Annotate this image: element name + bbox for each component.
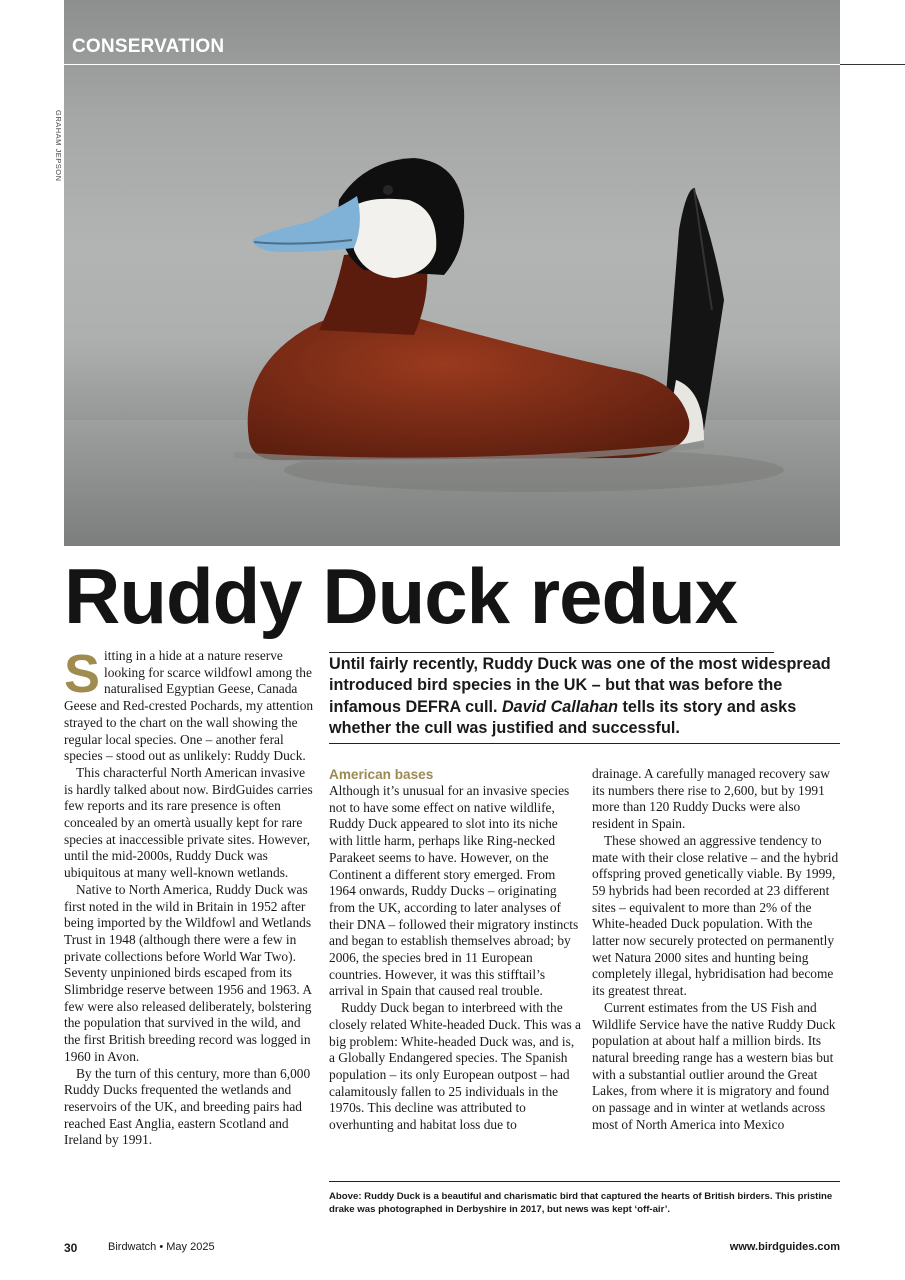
photo-caption: Above: Ruddy Duck is a beautiful and charismatic bird that captured the hearts of British birders. This pristine drake was photographed in Derbyshire in 2017, but news was kept ‘off-air’.: [329, 1191, 833, 1216]
body-paragraph: These showed an aggressive tendency to mate with their close relative – and the hybrid offspring proved genetically viable. By 1999, 59 hybrids had been recorded at 23 different sites – equivalent to more than 2% of the White-headed Duck population. With the latter now securely protected on permanently wet Natura 2000 sites and hunting being completely illegal, hybridisation had become its greatest threat.: [592, 832, 839, 999]
section-rule-extension: [840, 64, 905, 65]
section-label: CONSERVATION: [72, 36, 225, 57]
headline: Ruddy Duck redux: [64, 552, 738, 640]
publication-info: Birdwatch • May 2025: [108, 1241, 215, 1253]
body-paragraph: Ruddy Duck began to interbreed with the closely related White-headed Duck. This was a big problem: White-headed Duck was, and is, a Globally Endangered species. The Spanish population – its only European outpost – had calamitously fallen to 25 individuals in the 1970s. This decline was attributed to overhunting and habitat loss due to: [329, 1000, 581, 1133]
standfirst-rule-top: [329, 652, 774, 653]
website-link[interactable]: www.birdguides.com: [729, 1241, 840, 1253]
caption-rule: [329, 1181, 840, 1182]
standfirst: [329, 654, 844, 740]
body-paragraph: Although it’s unusual for an invasive species not to have some effect on native wildlife, Ruddy Duck appeared to slot into its niche with little harm, perhaps like Ring-necked Parakeet seems to have. However, on the Continent a different story emerged. From 1964 onwards, Ruddy Ducks – originating from the UK, according to later analyses of their DNA – followed their migratory instincts and began to establish themselves abroad; by 2006, the species bred in 11 European countries. However, it was this stifftail’s arrival in Spain that caused real trouble.: [329, 783, 579, 999]
hero-photo: [64, 0, 840, 546]
section-rule: [64, 64, 905, 65]
standfirst-rule-bottom: [329, 743, 840, 744]
photo-credit: GRAHAM JEPSON: [54, 110, 63, 182]
body-paragraph: This characterful North American invasive is hardly talked about now. BirdGuides carries few reports and its rare presence is often concealed by an omertà usually kept for rare species at inaccessible private sites. However, until the mid-2000s, Ruddy Duck was ubiquitous at many well-known wetlands.: [64, 764, 313, 881]
page-number: 30: [64, 1241, 78, 1255]
body-paragraph: Current estimates from the US Fish and Wildlife Service have the native Ruddy Duck population at about half a million birds. Its natural breeding range has a western bias but with a substantial outlier around the Great Lakes, from where it is migratory and found on passage and in winter at wetlands across most of North America into Mexico: [592, 999, 836, 1132]
body-paragraph: Sitting in a hide at a nature reserve looking for scarce wildfowl among the naturalised Egyptian Geese, Canada Geese and Red-crested Pochards, my attention strayed to the chart on the wall showing the regular local species. One – another feral species – stood out as unlikely: Ruddy Duck.: [64, 644, 314, 764]
body-paragraph: drainage. A carefully managed recovery saw its numbers there rise to 2,600, but by 1991 more than 120 Ruddy Ducks were also resident in Spain.: [592, 766, 830, 832]
drop-cap: S: [64, 644, 101, 704]
body-column-3: [592, 766, 842, 1133]
standfirst-tail: tells its story and asks whether the cull was justified and successful.: [329, 697, 797, 738]
subheading: American bases: [329, 767, 434, 782]
body-column-2: [329, 766, 581, 1134]
body-column-1: [64, 644, 316, 1149]
ruddy-duck-illustration: [64, 0, 840, 546]
body-paragraph: Native to North America, Ruddy Duck was first noted in the wild in Britain in 1952 after being imported by the Wildfowl and Wetlands Trust in 1948 (although there were a few in private collections before World War Two). Seventy unpinioned birds escaped from its Slimbridge reserve between 1956 and 1963. A few were also released deliberately, bolstering the population that survived in the wild, and the first British breeding record was logged in 1960 in Avon.: [64, 881, 312, 1064]
standfirst-text: Until fairly recently, Ruddy Duck was one of the most widespread introduced bird species in the UK – but that was before the infamous DEFRA cull.: [329, 655, 831, 716]
body-paragraph: By the turn of this century, more than 6,000 Ruddy Ducks frequented the wetlands and reservoirs of the UK, and breeding pairs had reached East Anglia, eastern Scotland and Ireland by 1991.: [64, 1065, 311, 1148]
author-name: David Callahan: [501, 697, 619, 716]
